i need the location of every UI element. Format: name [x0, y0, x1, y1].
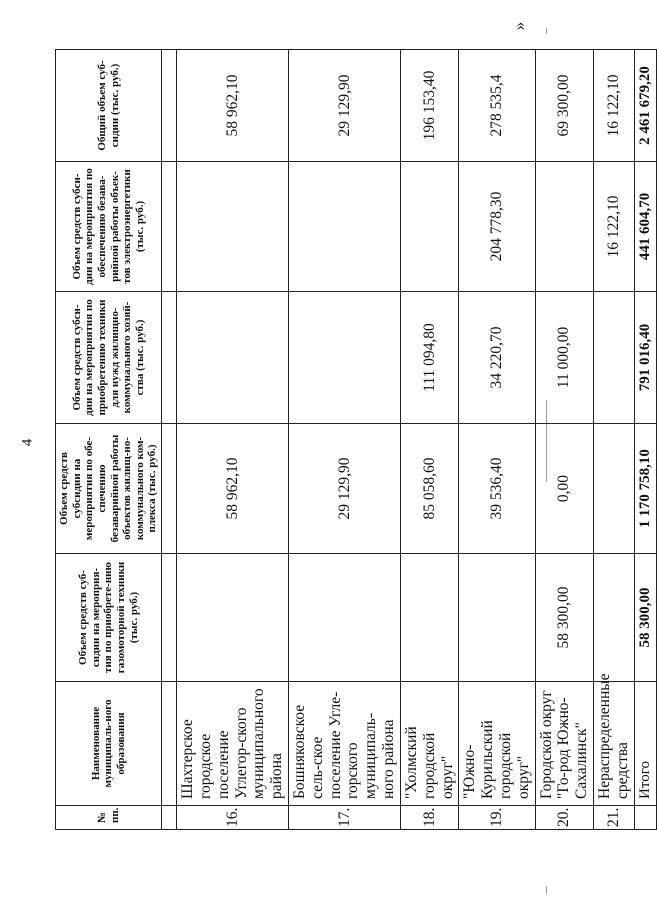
spacer-cell — [162, 162, 177, 292]
spacer-cell — [162, 554, 177, 682]
power-objects-value: 204 778,30 — [459, 162, 535, 292]
row-number: 20. — [535, 806, 593, 830]
header-municipality: Наименование муниципаль-ного образования — [56, 682, 162, 806]
scan-artifact-line — [546, 886, 547, 894]
housing-operations-value — [594, 424, 635, 554]
table-row — [289, 50, 401, 830]
total-value: 29 129,90 — [289, 50, 401, 162]
power-objects-value — [289, 162, 401, 292]
row-number: 18. — [400, 806, 458, 830]
gas-vehicles-value — [594, 554, 635, 682]
header-gas-vehicles: Объем средств суб-сидии на мероприя-тия по приобрете-нию газомоторной техники (тыс. руб.) — [56, 554, 162, 682]
spacer-cell — [162, 292, 177, 424]
total-label: Итого — [634, 682, 656, 806]
gas-vehicles-value — [459, 554, 535, 682]
row-number: 16. — [177, 806, 289, 830]
spacer-cell — [162, 806, 177, 830]
power-objects-value — [535, 162, 593, 292]
table-row — [594, 50, 635, 830]
row-number — [634, 806, 656, 830]
gas-vehicles-value — [177, 554, 289, 682]
municipality-name: Шахтерское городское поселение Углегор-ского муниципального района — [177, 682, 289, 806]
table-row — [459, 50, 535, 830]
gas-vehicles-value — [400, 554, 458, 682]
row-number: 19. — [459, 806, 535, 830]
gas-vehicles-value — [289, 554, 401, 682]
table-spacer-row — [162, 50, 177, 830]
municipality-name: Нераспределенные средства — [594, 682, 635, 806]
housing-operations-value: 58 962,10 — [177, 424, 289, 554]
municipality-name: Бошняковское сель-ское поселение Угле-горского муниципаль-ного района — [289, 682, 401, 806]
power-objects-value: 16 122,10 — [594, 162, 635, 292]
housing-equipment-total: 791 016,40 — [634, 292, 656, 424]
spacer-cell — [162, 424, 177, 554]
housing-equipment-value — [594, 292, 635, 424]
total-value: 69 300,00 — [535, 50, 593, 162]
housing-equipment-value: 111 094,80 — [400, 292, 458, 424]
grand-total: 2 461 679,20 — [634, 50, 656, 162]
total-value: 196 153,40 — [400, 50, 458, 162]
subsidy-table-rotated — [55, 50, 653, 830]
housing-equipment-value: 11 000,00 — [535, 292, 593, 424]
housing-equipment-value — [289, 292, 401, 424]
table-row — [535, 50, 593, 830]
housing-operations-value: 0,00 — [535, 424, 593, 554]
header-power-objects: Объем средств субси-дии на мероприятия по обеспечению безава-рийной работы объек-тов электроэнергетики (тыс. руб.) — [56, 162, 162, 292]
row-number: 17. — [289, 806, 401, 830]
closing-quote-mark: » — [509, 21, 529, 31]
header-number: № пп. — [56, 806, 162, 830]
subsidy-table — [55, 49, 657, 830]
power-objects-value — [400, 162, 458, 292]
scan-artifact-line — [546, 28, 547, 34]
power-objects-total: 441 604,70 — [634, 162, 656, 292]
housing-equipment-value — [177, 292, 289, 424]
total-value: 278 535,4 — [459, 50, 535, 162]
municipality-name: "Южно-Курильский городской округ" — [459, 682, 535, 806]
municipality-name: "Холмский городской округ" — [400, 682, 458, 806]
table-header-row — [56, 50, 162, 830]
housing-operations-value: 85 058,60 — [400, 424, 458, 554]
spacer-cell — [162, 682, 177, 806]
total-value: 58 962,10 — [177, 50, 289, 162]
table-row — [177, 50, 289, 830]
header-housing-equipment: Объем средств субси-дии на мероприятия по приобретению техники для нужд жилищно-коммунального хозяй-ства (тыс. руб.) — [56, 292, 162, 424]
housing-operations-value: 39 536,40 — [459, 424, 535, 554]
power-objects-value — [177, 162, 289, 292]
gas-vehicles-value: 58 300,00 — [535, 554, 593, 682]
spacer-cell — [162, 50, 177, 162]
housing-operations-total: 1 170 758,10 — [634, 424, 656, 554]
housing-operations-value: 29 129,90 — [289, 424, 401, 554]
gas-vehicles-total: 58 300,00 — [634, 554, 656, 682]
total-value: 16 122,10 — [594, 50, 635, 162]
row-number: 21. — [594, 806, 635, 830]
page-number: 4 — [19, 438, 36, 447]
table-total-row — [634, 50, 656, 830]
housing-equipment-value: 34 220,70 — [459, 292, 535, 424]
municipality-name: Городской округ "Го-род Южно-Сахалинск" — [535, 682, 593, 806]
table-row — [400, 50, 458, 830]
header-total: Общий объем суб-сидии (тыс. руб.) — [56, 50, 162, 162]
header-housing-operations: Объем средств субсидии на мероприятия по обе-спечению безаварийной работы объектов жилищ-но-коммунального ком-плекса (тыс. руб.) — [56, 424, 162, 554]
